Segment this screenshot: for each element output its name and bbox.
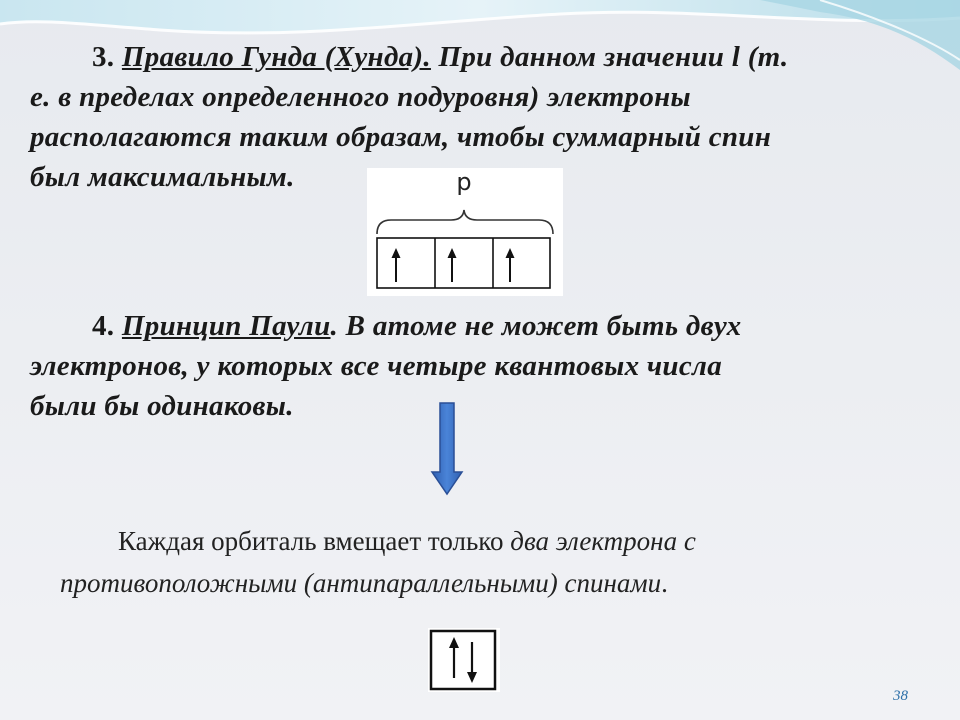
p-sublevel-label: p [456, 168, 472, 196]
brace [377, 210, 553, 234]
rule4-number: 4. [92, 310, 115, 342]
rule3-text-line1: При данном значении l (т. [438, 41, 789, 73]
caption-text-italic: два электрона с противоположными (антипараллельными) спинами [60, 526, 696, 598]
rule3-text-line4: был максимальным. [30, 161, 295, 193]
rule4-title: Принцип Паули [121, 310, 331, 342]
single-orbital-cell [428, 628, 500, 692]
rule4-text-line2: электронов, у которых все четыре квантовых числа [30, 350, 723, 382]
p-orbital-cells [367, 168, 563, 296]
page-number: 38 [893, 688, 908, 704]
rule4-paragraph [30, 306, 918, 426]
rule4-text-line1: . В атоме не может быть двух [330, 310, 742, 342]
rule4-text-line3: были бы одинаковы. [30, 390, 294, 422]
rule3-title: Правило Гунда (Хунда). [121, 41, 431, 73]
orbital-capacity-caption [60, 520, 900, 604]
rule3-number: 3. [92, 41, 115, 73]
caption-text-plain: Каждая орбиталь вмещает только [118, 526, 511, 556]
rule3-text-line3: располагаются таким образам, чтобы суммарный спин [30, 121, 772, 153]
rule3-text-line2: е. в пределах определенного подуровня) электроны [30, 81, 691, 113]
caption-text-end: . [661, 568, 668, 598]
p-orbital-diagram [367, 168, 563, 296]
single-orbital-diagram [428, 628, 500, 692]
down-arrow-icon [430, 402, 464, 496]
